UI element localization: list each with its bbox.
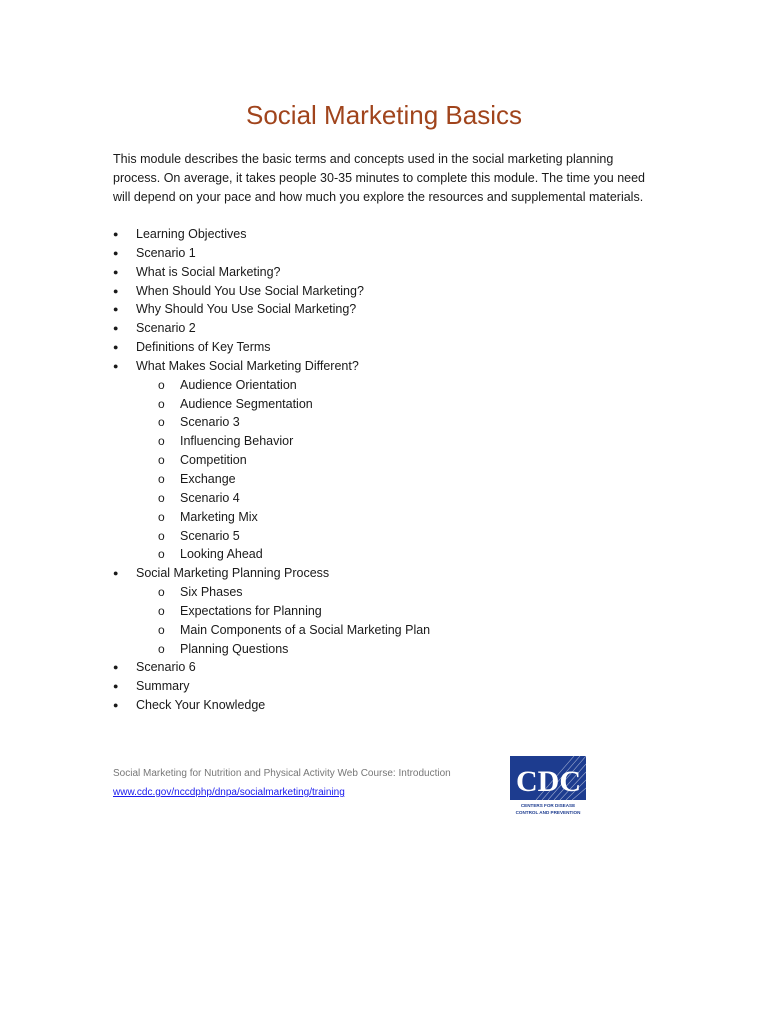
sub-bullet-icon: o: [158, 585, 165, 600]
sub-bullet-icon: o: [158, 490, 165, 505]
sub-bullet-icon: o: [158, 434, 165, 449]
intro-paragraph: This module describes the basic terms and concepts used in the social marketing planning process. On average, it takes people 30-35 minutes to complete this module. The time you need will depend on your pace and how much you explore the resources and supplemental materials.: [113, 152, 646, 204]
outline-label: Learning Objectives: [136, 227, 247, 241]
outline-label: Influencing Behavior: [180, 434, 294, 449]
outline-label: Looking Ahead: [180, 547, 263, 562]
outline-item: [113, 244, 673, 263]
cdc-logo: [508, 756, 588, 816]
bullet-icon: ●: [113, 247, 119, 258]
outline-subitem: [113, 376, 673, 395]
outline-label: Social Marketing Planning Process: [136, 566, 330, 581]
outline-label: Scenario 5: [180, 528, 240, 543]
bullet-icon: ●: [113, 568, 119, 579]
sub-bullet-icon: o: [158, 509, 165, 524]
sub-bullet-icon: o: [158, 377, 165, 392]
outline-label: Planning Questions: [180, 641, 289, 656]
outline-item: [113, 319, 673, 338]
outline-subitem: [113, 545, 673, 564]
outline-item: [113, 225, 673, 244]
bullet-icon: ●: [113, 360, 119, 371]
outline-label: Six Phases: [180, 585, 243, 600]
sub-bullet-icon: o: [158, 641, 165, 656]
outline-item: [113, 677, 673, 696]
outline-label: Scenario 4: [180, 490, 240, 505]
outline-label: Exchange: [180, 471, 236, 486]
sub-bullet-icon: o: [158, 603, 165, 618]
logo-wordmark: CDC: [516, 765, 581, 798]
outline-item: [113, 263, 673, 282]
outline-subitem: [113, 583, 673, 602]
outline-label: What Makes Social Marketing Different?: [136, 358, 359, 373]
outline-label: Scenario 1: [136, 245, 196, 260]
outline-item: [113, 696, 673, 715]
outline-subitem: [113, 489, 673, 508]
logo-line1: CENTERS FOR DISEASE: [520, 803, 576, 808]
outline-label: Audience Segmentation: [180, 396, 313, 411]
sub-bullet-icon: o: [158, 528, 165, 543]
outline-subitem: [113, 470, 673, 489]
outline-label: Main Components of a Social Marketing Plan: [180, 622, 431, 637]
module-outline: [113, 225, 673, 715]
bullet-icon: ●: [113, 342, 119, 353]
sub-bullet-icon: o: [158, 547, 165, 562]
bullet-icon: ●: [113, 700, 119, 711]
outline-item: [113, 300, 673, 319]
outline-item: [113, 564, 673, 583]
outline-label: What is Social Marketing?: [136, 264, 281, 279]
page-title: Social Marketing Basics: [246, 100, 522, 130]
outline-label: Check Your Knowledge: [136, 698, 266, 713]
outline-subitem: [113, 395, 673, 414]
sub-bullet-icon: o: [158, 453, 165, 468]
sub-bullet-icon: o: [158, 396, 165, 411]
outline-item: [113, 658, 673, 677]
outline-label: Definitions of Key Terms: [136, 340, 271, 355]
bullet-icon: ●: [113, 229, 119, 239]
outline-label: Scenario 3: [180, 415, 240, 430]
bullet-icon: ●: [113, 266, 119, 277]
sub-bullet-icon: o: [158, 471, 165, 486]
outline-label: Competition: [180, 453, 247, 468]
bullet-icon: ●: [113, 681, 119, 692]
outline-item: [113, 282, 673, 301]
outline-subitem: [113, 451, 673, 470]
outline-label: Audience Orientation: [180, 377, 297, 392]
outline-subitem: [113, 640, 673, 659]
footer-caption: Social Marketing for Nutrition and Physical Activity Web Course: Introduction: [113, 768, 451, 779]
outline-subitem: [113, 527, 673, 546]
outline-subitem: [113, 413, 673, 432]
outline-subitem: [113, 432, 673, 451]
sub-bullet-icon: o: [158, 415, 165, 430]
outline-subitem: [113, 621, 673, 640]
sub-bullet-icon: o: [158, 622, 165, 637]
outline-label: Scenario 6: [136, 660, 196, 675]
outline-subitem: [113, 508, 673, 527]
outline-item: [113, 357, 673, 376]
outline-label: When Should You Use Social Marketing?: [136, 283, 364, 298]
outline-label: Marketing Mix: [180, 509, 258, 524]
outline-label: Why Should You Use Social Marketing?: [136, 302, 357, 317]
outline-item: [113, 338, 673, 357]
outline-subitem: [113, 602, 673, 621]
bullet-icon: ●: [113, 285, 119, 296]
outline-label: Scenario 2: [136, 321, 196, 336]
outline-label: Summary: [136, 679, 190, 694]
bullet-icon: ●: [113, 323, 119, 334]
bullet-icon: ●: [113, 662, 119, 673]
outline-label: Expectations for Planning: [180, 603, 322, 618]
bullet-icon: ●: [113, 304, 119, 315]
course-link[interactable]: www.cdc.gov/nccdphp/dnpa/socialmarketing/training: [113, 787, 345, 798]
logo-line2: CONTROL AND PREVENTION: [515, 810, 581, 815]
